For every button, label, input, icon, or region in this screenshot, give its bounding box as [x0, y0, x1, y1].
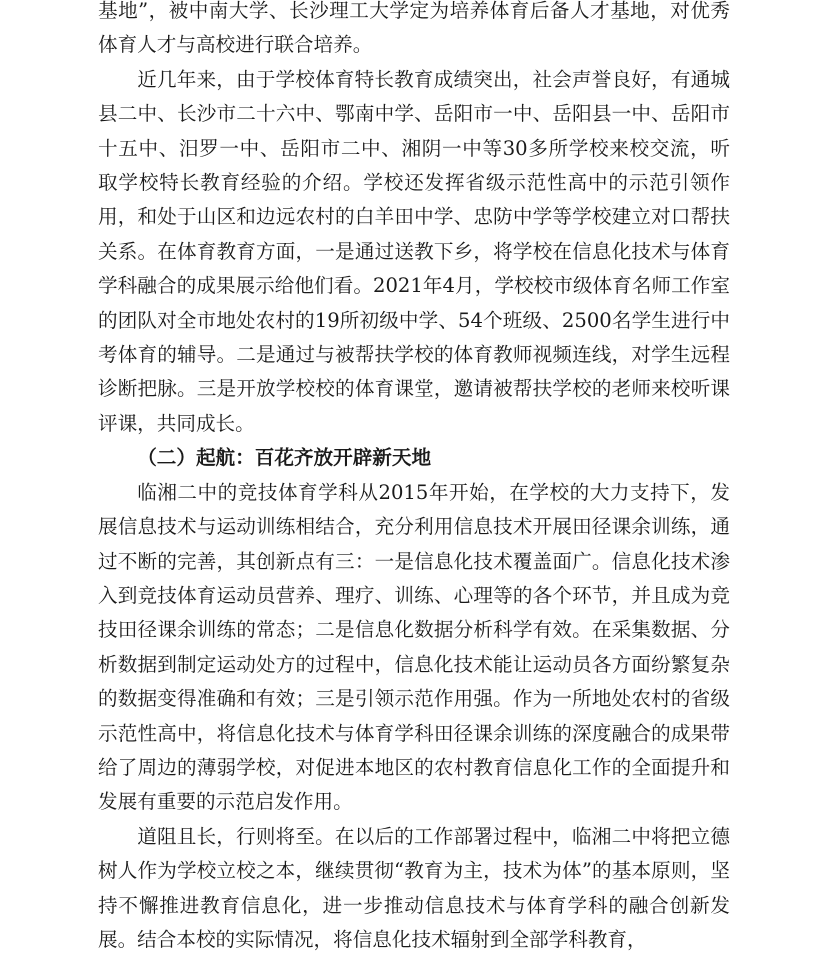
document-body: [98, 0, 730, 953]
body-paragraph-future-plan: 道阻且长，行则将至。在以后的工作部署过程中，临湘二中将把立德树人作为学校立校之本，继续贯彻“教育为主，技术为体”的基本原则，坚持不懈推进教育信息化，进一步推动信息技术与体育学科的融合创新发展。结合本校的实际情况，将信息化技术辐射到全部学科教育，: [98, 824, 730, 951]
section-heading: （二）起航：百花齐放开辟新天地: [137, 446, 432, 470]
body-paragraph-school-exchange: 近几年来，由于学校体育特长教育成绩突出，社会声誉良好，有通城县二中、长沙市二十六中、鄂南中学、岳阳市一中、岳阳县一中、岳阳市十五中、汨罗一中、岳阳市二中、湘阴一中等30多所学校来校交流，听取学校特长教育经验的介绍。学校还发挥省级示范性高中的示范引领作用，和处于山区和边远农村的白羊田中学、忠防中学等学校建立对口帮扶关系。在体育教育方面，一是通过送教下乡，将学校在信息化技术与体育学科融合的成果展示给他们看。2021年4月，学校校市级体育名师工作室的团队对全市地处农村的19所初级中学、54个班级、2500名学生进行中考体育的辅导。二是通过与被帮扶学校的体育教师视频连线，对学生远程诊断把脉。三是开放学校校的体育课堂，邀请被帮扶学校的老师来校听课评课，共同成长。: [98, 67, 730, 435]
body-paragraph-innovation: 临湘二中的竞技体育学科从2015年开始，在学校的大力支持下，发展信息技术与运动训练相结合，充分利用信息技术开展田径课余训练，通过不断的完善，其创新点有三：一是信息化技术覆盖面广。信息化技术渗入到竞技体育运动员营养、理疗、训练、心理等的各个环节，并且成为竞技田径课余训练的常态；二是信息化数据分析科学有效。在采集数据、分析数据到制定运动处方的过程中，信息化技术能让运动员各方面纷繁复杂的数据变得准确和有效；三是引领示范作用强。作为一所地处农村的省级示范性高中，将信息化技术与体育学科田径课余训练的深度融合的成果带给了周边的薄弱学校，对促进本地区的农村教育信息化工作的全面提升和发展有重要的示范启发作用。: [98, 480, 730, 814]
continuation-paragraph: 基地”，被中南大学、长沙理工大学定为培养体育后备人才基地，对优秀体育人才与高校进行联合培养。: [98, 0, 730, 57]
